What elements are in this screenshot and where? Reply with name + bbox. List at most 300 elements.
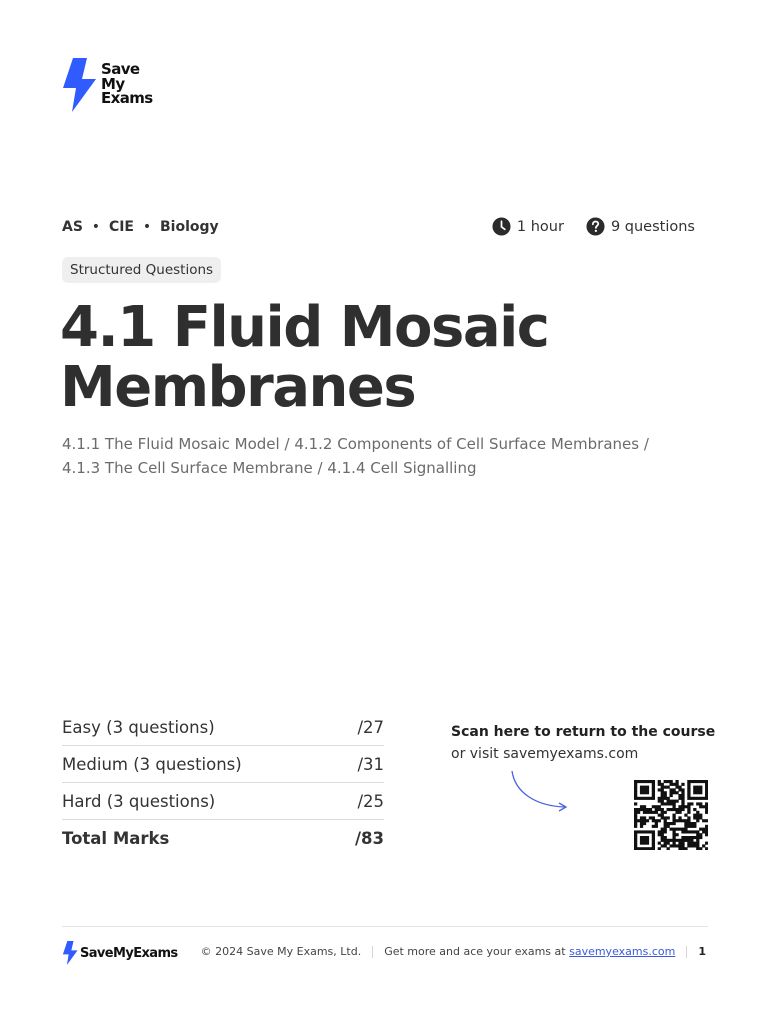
qr-module: [643, 842, 646, 845]
qr-module: [675, 844, 678, 847]
qr-module: [687, 786, 690, 789]
qr-module: [675, 786, 678, 789]
qr-module: [675, 828, 678, 831]
qr-module: [672, 842, 675, 845]
qr-module: [652, 816, 655, 819]
qr-module: [705, 819, 708, 822]
qr-module: [675, 811, 678, 814]
qr-module: [681, 805, 684, 808]
qr-module: [667, 816, 670, 819]
duration-info: [492, 217, 564, 236]
qr-module: [664, 791, 667, 794]
qr-module: [640, 816, 643, 819]
qr-module: [649, 816, 652, 819]
qr-module: [634, 816, 637, 819]
qr-module: [661, 833, 664, 836]
qr-module: [670, 783, 673, 786]
qr-module: [693, 816, 696, 819]
question-count-label: 9 questions: [610, 218, 695, 235]
qr-module: [702, 819, 705, 822]
title-line-1: 4.1 Fluid Mosaic: [60, 295, 549, 360]
qr-module: [661, 844, 664, 847]
qr-module: [652, 788, 655, 791]
qr-module: [664, 794, 667, 797]
footer-divider: [62, 926, 708, 927]
qr-module: [702, 828, 705, 831]
qr-module: [664, 844, 667, 847]
qr-module: [643, 797, 646, 800]
qr-module: [646, 819, 649, 822]
qr-module: [690, 825, 693, 828]
question-type-tag: Structured Questions: [62, 257, 221, 283]
qr-module: [696, 833, 699, 836]
qr-module: [693, 842, 696, 845]
marks-row-total: [62, 820, 384, 856]
qr-module: [658, 800, 661, 803]
qr-module: [643, 786, 646, 789]
qr-module: [702, 797, 705, 800]
qr-module: [693, 780, 696, 783]
breadcrumb-separator: •: [142, 219, 152, 235]
qr-module: [696, 839, 699, 842]
qr-module: [696, 814, 699, 817]
qr-module: [696, 791, 699, 794]
qr-module: [652, 839, 655, 842]
qr-module: [696, 836, 699, 839]
qr-module: [705, 786, 708, 789]
qr-module: [661, 786, 664, 789]
qr-module: [643, 816, 646, 819]
qr-module: [649, 797, 652, 800]
qr-module: [646, 797, 649, 800]
qr-module: [690, 836, 693, 839]
footer-brand-name: SaveMyExams: [80, 945, 178, 961]
qr-module: [643, 839, 646, 842]
qr-module: [672, 788, 675, 791]
qr-module: [634, 808, 637, 811]
qr-module: [640, 788, 643, 791]
qr-module: [696, 819, 699, 822]
qr-module: [684, 822, 687, 825]
clock-icon: [492, 217, 511, 236]
qr-module: [699, 828, 702, 831]
qr-module: [652, 786, 655, 789]
qr-module: [699, 833, 702, 836]
qr-module: [693, 830, 696, 833]
qr-module: [661, 788, 664, 791]
qr-module: [670, 808, 673, 811]
qr-module: [681, 844, 684, 847]
qr-module: [696, 780, 699, 783]
qr-module: [661, 830, 664, 833]
qr-module: [634, 819, 637, 822]
qr-module: [687, 802, 690, 805]
total-marks-value: /83: [355, 828, 384, 848]
qr-module: [705, 825, 708, 828]
qr-module: [678, 816, 681, 819]
qr-module: [672, 802, 675, 805]
qr-module: [640, 830, 643, 833]
title-line-2: Membranes: [60, 355, 416, 420]
qr-module: [670, 839, 673, 842]
exam-meta: [492, 217, 695, 236]
qr-module: [664, 786, 667, 789]
qr-module: [675, 808, 678, 811]
qr-module: [661, 839, 664, 842]
qr-module: [705, 805, 708, 808]
qr-module: [658, 833, 661, 836]
qr-module: [699, 814, 702, 817]
qr-module: [670, 800, 673, 803]
qr-module: [646, 811, 649, 814]
qr-module: [643, 811, 646, 814]
qr-module: [634, 783, 637, 786]
qr-module: [681, 836, 684, 839]
qr-module: [705, 811, 708, 814]
qr-module: [690, 797, 693, 800]
qr-module: [672, 816, 675, 819]
qr-module: [640, 839, 643, 842]
qr-module: [637, 819, 640, 822]
qr-module: [670, 844, 673, 847]
qr-module: [687, 842, 690, 845]
qr-module: [699, 805, 702, 808]
qr-module: [652, 791, 655, 794]
qr-module: [667, 842, 670, 845]
page-number: 1: [698, 945, 706, 958]
qr-module: [670, 788, 673, 791]
qr-module: [687, 805, 690, 808]
qr-module: [661, 811, 664, 814]
qr-module: [643, 791, 646, 794]
brand-logo: [61, 58, 153, 112]
qr-module: [664, 780, 667, 783]
qr-module: [637, 780, 640, 783]
qr-module: [705, 842, 708, 845]
qr-module: [684, 805, 687, 808]
qr-module: [672, 791, 675, 794]
qr-module: [652, 811, 655, 814]
qr-module: [675, 839, 678, 842]
qr-module: [658, 847, 661, 850]
qr-module: [672, 830, 675, 833]
marks-table: [62, 709, 384, 856]
qr-module: [667, 800, 670, 803]
topic-item: 4.1.1 The Fluid Mosaic Model /: [62, 435, 290, 453]
qr-module: [661, 800, 664, 803]
qr-module: [658, 797, 661, 800]
qr-module: [681, 800, 684, 803]
footer-cta-text: Get more and ace your exams at: [384, 945, 566, 958]
qr-module: [646, 830, 649, 833]
qr-module: [667, 808, 670, 811]
qr-module: [634, 839, 637, 842]
qr-module: [661, 797, 664, 800]
qr-module: [640, 797, 643, 800]
logo-line-2: My: [101, 74, 125, 93]
qr-module: [658, 819, 661, 822]
qr-module: [640, 819, 643, 822]
qr-module: [696, 788, 699, 791]
page-title: [60, 295, 720, 420]
qr-module: [634, 825, 637, 828]
qr-module: [637, 808, 640, 811]
qr-module: [681, 819, 684, 822]
qr-code[interactable]: [634, 780, 708, 850]
qr-module: [681, 797, 684, 800]
qr-module: [681, 783, 684, 786]
qr-module: [684, 836, 687, 839]
marks-row-value: /25: [357, 791, 384, 811]
qr-module: [684, 830, 687, 833]
qr-module: [649, 830, 652, 833]
qr-module: [705, 788, 708, 791]
qr-module: [661, 783, 664, 786]
qr-module: [678, 788, 681, 791]
qr-module: [667, 802, 670, 805]
question-count-info: [586, 217, 695, 236]
qr-module: [672, 814, 675, 817]
qr-module: [705, 808, 708, 811]
topic-list: [62, 432, 702, 480]
qr-module: [705, 797, 708, 800]
qr-module: [661, 791, 664, 794]
scan-heading: Scan here to return to the course: [451, 724, 716, 740]
qr-module: [696, 816, 699, 819]
qr-module: [687, 794, 690, 797]
qr-module: [661, 814, 664, 817]
qr-module: [661, 828, 664, 831]
qr-module: [664, 836, 667, 839]
qr-module: [702, 844, 705, 847]
qr-module: [646, 788, 649, 791]
marks-row-easy: [62, 709, 384, 746]
qr-module: [672, 805, 675, 808]
qr-module: [652, 780, 655, 783]
qr-module: [672, 800, 675, 803]
qr-module: [637, 811, 640, 814]
board-label: CIE: [108, 219, 134, 235]
qr-module: [681, 839, 684, 842]
qr-module: [643, 847, 646, 850]
qr-module: [649, 780, 652, 783]
qr-module: [658, 805, 661, 808]
qr-module: [634, 847, 637, 850]
qr-module: [687, 816, 690, 819]
qr-module: [696, 847, 699, 850]
qr-module: [672, 836, 675, 839]
qr-module: [681, 802, 684, 805]
brand-wordmark: [101, 62, 153, 106]
qr-module: [634, 788, 637, 791]
footer-info: [201, 945, 706, 958]
qr-module: [672, 808, 675, 811]
qr-module: [678, 839, 681, 842]
qr-module: [705, 833, 708, 836]
qr-module: [687, 819, 690, 822]
qr-module: [643, 788, 646, 791]
qr-module: [699, 836, 702, 839]
qr-module: [684, 814, 687, 817]
qr-module: [643, 819, 646, 822]
qr-module: [649, 811, 652, 814]
qr-module: [696, 811, 699, 814]
qr-module: [655, 822, 658, 825]
qr-module: [646, 780, 649, 783]
qr-module: [687, 822, 690, 825]
qr-module: [696, 844, 699, 847]
qr-module: [702, 805, 705, 808]
qr-module: [705, 828, 708, 831]
qr-module: [678, 811, 681, 814]
qr-module: [643, 830, 646, 833]
qr-module: [687, 791, 690, 794]
qr-module: [652, 830, 655, 833]
qr-module: [672, 822, 675, 825]
qr-module: [696, 830, 699, 833]
qr-module: [684, 847, 687, 850]
qr-module: [664, 828, 667, 831]
qr-module: [675, 819, 678, 822]
qr-module: [652, 797, 655, 800]
qr-module: [643, 808, 646, 811]
qr-module: [652, 842, 655, 845]
marks-row-label: Hard (3 questions): [62, 791, 216, 811]
qr-module: [652, 819, 655, 822]
marks-row-medium: [62, 746, 384, 783]
lightning-bolt-icon: [62, 941, 78, 965]
qr-module: [634, 814, 637, 817]
breadcrumb-separator: •: [91, 219, 101, 235]
qr-module: [696, 786, 699, 789]
qr-module: [687, 811, 690, 814]
qr-module: [655, 825, 658, 828]
marks-row-label: Easy (3 questions): [62, 717, 215, 737]
qr-module: [690, 830, 693, 833]
qr-module: [672, 783, 675, 786]
qr-module: [640, 780, 643, 783]
qr-module: [634, 791, 637, 794]
qr-module: [690, 802, 693, 805]
qr-module: [684, 839, 687, 842]
qr-module: [670, 828, 673, 831]
qr-module: [690, 780, 693, 783]
marks-row-label: Medium (3 questions): [62, 754, 242, 774]
qr-module: [675, 800, 678, 803]
qr-module: [705, 794, 708, 797]
qr-module: [693, 844, 696, 847]
qr-module: [705, 802, 708, 805]
qr-module: [643, 780, 646, 783]
marks-row-hard: [62, 783, 384, 820]
qr-module: [693, 825, 696, 828]
qr-module: [643, 805, 646, 808]
qr-module: [649, 847, 652, 850]
qr-module: [667, 825, 670, 828]
qr-module: [655, 819, 658, 822]
qr-module: [687, 836, 690, 839]
qr-module: [670, 822, 673, 825]
qr-module: [667, 839, 670, 842]
lightning-bolt-icon: [61, 58, 97, 112]
qr-module: [664, 819, 667, 822]
qr-module: [675, 833, 678, 836]
qr-module: [658, 830, 661, 833]
qr-module: [670, 794, 673, 797]
breadcrumb: [62, 219, 219, 235]
qr-module: [681, 847, 684, 850]
qr-module: [655, 811, 658, 814]
qr-module: [693, 788, 696, 791]
qr-module: [687, 788, 690, 791]
qr-module: [702, 780, 705, 783]
qr-module: [687, 830, 690, 833]
qr-module: [661, 794, 664, 797]
qr-module: [646, 847, 649, 850]
qr-module: [678, 808, 681, 811]
footer-site-link[interactable]: savemyexams.com: [569, 945, 676, 958]
qr-module: [649, 808, 652, 811]
qr-module: [646, 842, 649, 845]
qr-module: [678, 847, 681, 850]
qr-module: [705, 783, 708, 786]
qr-module: [637, 797, 640, 800]
level-label: AS: [62, 219, 83, 235]
qr-module: [699, 788, 702, 791]
qr-module: [640, 805, 643, 808]
qr-module: [690, 839, 693, 842]
qr-module: [634, 780, 637, 783]
qr-module: [693, 786, 696, 789]
qr-module: [655, 808, 658, 811]
qr-module: [678, 828, 681, 831]
qr-module: [681, 808, 684, 811]
qr-module: [652, 847, 655, 850]
qr-module: [664, 811, 667, 814]
qr-module: [681, 828, 684, 831]
qr-module: [693, 822, 696, 825]
qr-module: [667, 847, 670, 850]
qr-module: [652, 825, 655, 828]
qr-module: [664, 839, 667, 842]
topic-item: 4.1.4 Cell Signalling: [327, 459, 477, 477]
qr-module: [672, 819, 675, 822]
qr-module: [670, 791, 673, 794]
qr-module: [690, 822, 693, 825]
logo-line-1: Save: [101, 60, 140, 78]
topic-item: 4.1.3 The Cell Surface Membrane /: [62, 459, 323, 477]
qr-module: [664, 825, 667, 828]
qr-module: [640, 822, 643, 825]
qr-module: [658, 814, 661, 817]
qr-module: [699, 786, 702, 789]
footer-separator: [686, 946, 687, 958]
qr-module: [705, 847, 708, 850]
qr-module: [693, 797, 696, 800]
qr-module: [640, 808, 643, 811]
qr-module: [658, 808, 661, 811]
curved-arrow-icon: [505, 768, 575, 814]
qr-module: [693, 791, 696, 794]
qr-module: [637, 830, 640, 833]
qr-module: [672, 839, 675, 842]
qr-module: [658, 783, 661, 786]
qr-module: [637, 847, 640, 850]
qr-module: [684, 819, 687, 822]
qr-module: [696, 797, 699, 800]
qr-module: [693, 814, 696, 817]
qr-module: [658, 780, 661, 783]
